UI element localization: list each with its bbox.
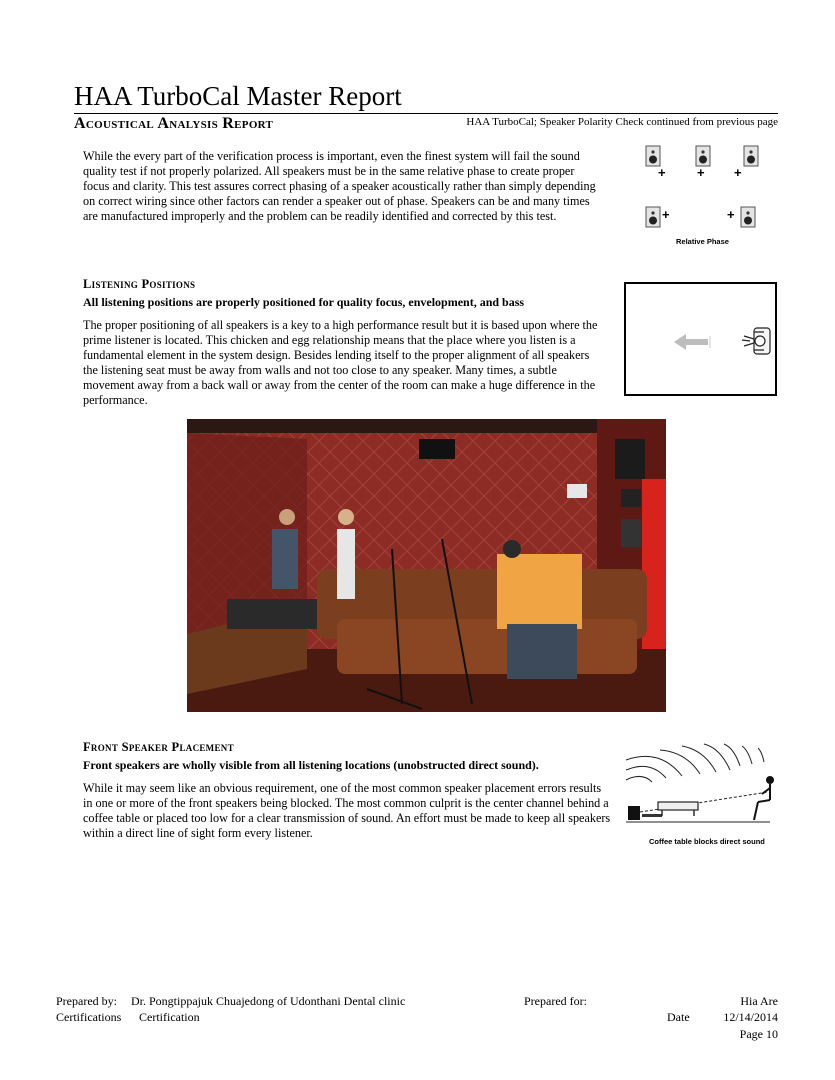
room-photo-illustration — [187, 419, 666, 712]
plus-sign: + — [734, 165, 742, 180]
prepared-by-label: Prepared by: — [56, 994, 117, 1008]
speaker-icon — [744, 146, 758, 166]
listening-lead: All listening positions are properly positioned for quality focus, envelopment, and bass — [83, 295, 525, 309]
speaker-icon — [696, 146, 710, 166]
coffee-table-figure — [620, 742, 780, 850]
speaker-icon — [741, 207, 755, 227]
speaker-icon — [628, 806, 640, 820]
certifications-label: Certifications — [56, 1010, 122, 1024]
listening-paragraph: The proper positioning of all speakers is a key to a high performance result but it is based upon where the prime listener is located. This chicken and egg relationship means that the place where you listen is a fundamental element in the system design. Besides lending itself to the proper alignment of all speakers the listening seat must be away from walls and not too close to any speaker. Many times, a subtle movement away from a back wall or away from the center of the room can make a huge difference in the performance. — [83, 318, 598, 407]
front-lead: Front speakers are wholly visible from all listening locations (unobstructed direct sound). — [83, 758, 539, 772]
report-subtitle: Acoustical Analysis Report — [74, 115, 274, 132]
coffee-table-caption: Coffee table blocks direct sound — [649, 837, 765, 846]
title-rule — [74, 113, 778, 114]
listening-heading: Listening Positions — [83, 277, 196, 291]
date-label: Date — [667, 1010, 690, 1024]
sound-wave-arcs — [626, 744, 764, 782]
listener-diagram-svg — [626, 284, 775, 394]
plus-sign: + — [727, 207, 735, 222]
plus-sign: + — [662, 207, 670, 222]
relative-phase-figure — [640, 143, 765, 251]
client-name: Hia Are — [740, 994, 778, 1008]
prepared-for-label: Prepared for: — [524, 994, 587, 1008]
coffee-table-icon — [658, 802, 698, 810]
front-paragraph: While it may seem like an obvious requirement, one of the most common speaker placement errors results in one or more of the front speakers being blocked. The most common culprit is the center channel behind a coffee table or placed too low for a clear transmission of sound. An effort must be made to keep all speakers within a direct line of sight form every listener. — [83, 781, 611, 840]
arrow-icon — [674, 334, 708, 350]
date-value: 12/14/2014 — [723, 1010, 778, 1024]
listener-icon — [742, 328, 770, 354]
coffee-table-diagram — [620, 742, 780, 834]
room-photo — [187, 419, 666, 712]
speaker-icon — [646, 207, 660, 227]
polarity-paragraph: While the every part of the verification process is important, even the finest system will fail the sound quality test if not properly polarized. All speakers must be in the same relative phase to create proper focus and clarity. This test assures correct phasing of a speaker acoustically rather than simply depending on correct wiring since other factors can render a speaker out of phase. Speakers can be and many times are manufactured improperly and the problem can be readily identified and corrected by this test. — [83, 149, 596, 223]
prepared-by-name: Dr. Pongtippajuk Chuajedong of Udonthani Dental clinic — [131, 994, 406, 1008]
page-number: Page 10 — [739, 1027, 778, 1041]
seated-listener-icon — [754, 776, 774, 820]
relative-phase-caption: Relative Phase — [676, 237, 729, 246]
listening-diagram — [624, 282, 777, 396]
continued-note: HAA TurboCal; Speaker Polarity Check continued from previous page — [466, 116, 778, 128]
front-heading: Front Speaker Placement — [83, 740, 234, 754]
report-title: HAA TurboCal Master Report — [74, 81, 402, 111]
plus-sign: + — [658, 165, 666, 180]
speaker-icons — [640, 143, 765, 251]
plus-sign: + — [697, 165, 705, 180]
speaker-icon — [646, 146, 660, 166]
certification-value: Certification — [139, 1010, 200, 1024]
